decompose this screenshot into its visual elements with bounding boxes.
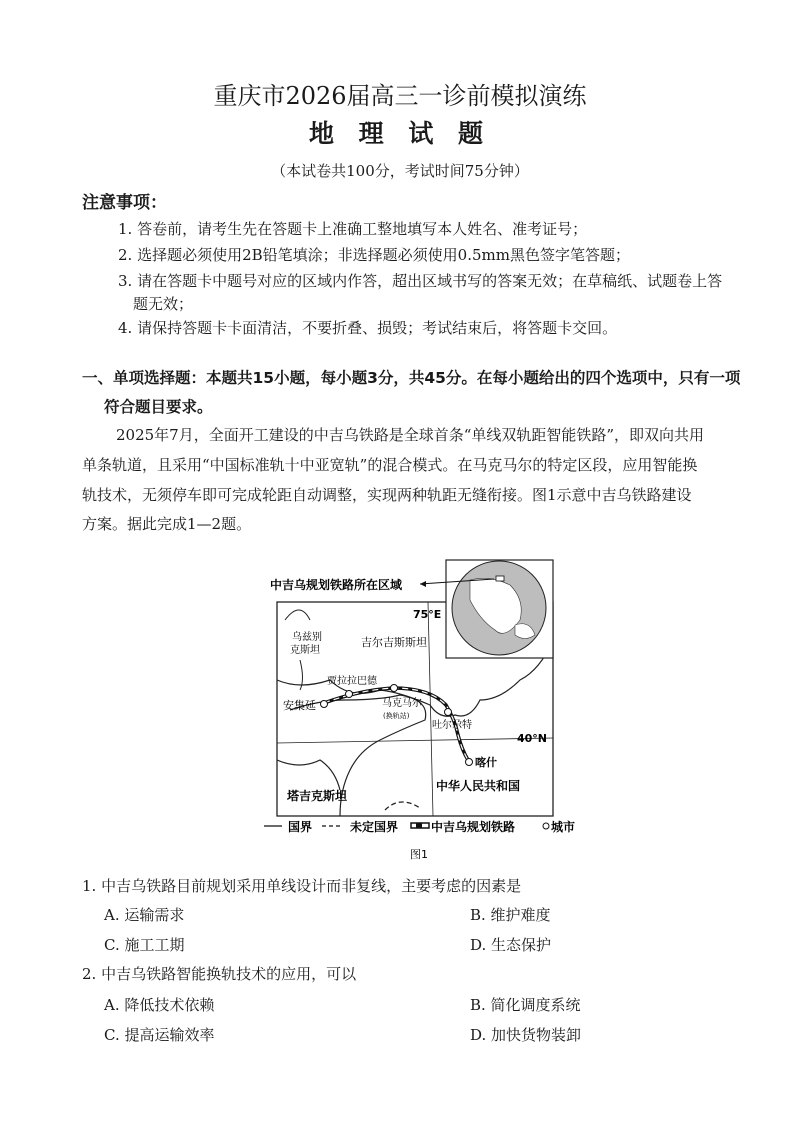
question-2-stem: 2. 中吉乌铁路智能换轨技术的应用，可以 — [82, 965, 357, 983]
section-heading: 一、单项选择题：本题共15小题，每小题3分，共45分。在每小题给出的四个选项中，只有一项 — [82, 369, 741, 387]
label-kyrgyzstan: 吉尔吉斯斯坦 — [361, 636, 427, 649]
notice-item: 2. 选择题必须使用2B铅笔填涂；非选择题必须使用0.5mm黑色签字笔答题； — [118, 246, 630, 264]
label-torugart: 吐尔尕特 — [432, 720, 472, 731]
exam-info: （本试卷共100分，考试时间75分钟） — [271, 162, 529, 180]
legend-border: 国界 — [288, 820, 313, 834]
q2-option-a[interactable]: A. 降低技术依赖 — [104, 996, 215, 1014]
label-tajikistan: 塔吉克斯坦 — [287, 789, 348, 803]
notice-item: 4. 请保持答题卡卡面清洁，不要折叠、损毁；考试结束后，将答题卡交回。 — [118, 319, 618, 337]
q1-option-c[interactable]: C. 施工工期 — [104, 936, 185, 954]
label-andijan: 安集延 — [283, 699, 316, 712]
city-jalalabad — [346, 691, 353, 698]
label-makmal: 马克马尔 — [382, 698, 422, 709]
label-75e: 75°E — [413, 608, 442, 621]
subject-title: 地 理 试 题 — [308, 119, 492, 148]
q1-option-a[interactable]: A. 运输需求 — [104, 906, 185, 924]
passage-line: 轨技术，无须停车即可完成轮距自动调整，实现两种轨距无缝衔接。图1示意中吉乌铁路建设 — [82, 486, 692, 504]
label-uzbekistan: 克斯坦 — [290, 645, 320, 656]
figure-caption: 图1 — [410, 848, 428, 861]
notice-item: 1. 答卷前，请考生先在答题卡上准确工整地填写本人姓名、准考证号； — [118, 220, 588, 238]
label-makmal-note: (换轨站) — [383, 712, 410, 720]
q1-option-d[interactable]: D. 生态保护 — [470, 936, 552, 954]
label-china: 中华人民共和国 — [436, 779, 521, 793]
city-andijan — [321, 701, 328, 708]
passage-line: 方案。据此完成1—2题。 — [82, 515, 252, 533]
label-uzbekistan: 乌兹别 — [292, 632, 322, 643]
city-makmal — [391, 685, 398, 692]
city-kashgar — [466, 759, 473, 766]
region-marker — [496, 576, 504, 581]
q2-option-d[interactable]: D. 加快货物装卸 — [470, 1026, 582, 1044]
passage-line: 单条轨道，且采用“中国标准轨十中亚宽轨”的混合模式。在马克马尔的特定区段，应用智能换 — [82, 456, 698, 474]
notice-heading: 注意事项： — [82, 193, 167, 213]
q2-option-c[interactable]: C. 提高运输效率 — [104, 1026, 215, 1044]
label-jalalabad: 贾拉拉巴德 — [327, 676, 377, 687]
legend-railway: 中吉乌规划铁路 — [431, 820, 516, 834]
q1-option-b[interactable]: B. 维护难度 — [470, 906, 551, 924]
label-40n: 40°N — [517, 732, 548, 745]
section-heading: 符合题目要求。 — [104, 398, 213, 416]
exam-title: 重庆市2026届高三一诊前模拟演练 — [213, 82, 587, 110]
passage-line: 2025年7月，全面开工建设的中吉乌铁路是全球首条“单线双轨距智能铁路”，即双向共用 — [116, 426, 705, 444]
question-1-stem: 1. 中吉乌铁路目前规划采用单线设计而非复线，主要考虑的因素是 — [82, 877, 522, 895]
figure-map — [260, 555, 600, 865]
legend-undetermined: 未定国界 — [350, 820, 399, 834]
label-kashgar: 喀什 — [475, 756, 497, 769]
legend-city: 城市 — [551, 820, 576, 834]
city-torugart — [445, 709, 452, 716]
q2-option-b[interactable]: B. 简化调度系统 — [470, 996, 581, 1014]
region-label: 中吉乌规划铁路所在区域 — [270, 578, 403, 592]
notice-item: 题无效； — [133, 295, 194, 313]
notice-item: 3. 请在答题卡中题号对应的区域内作答，超出区域书写的答案无效；在草稿纸、试题卷上答 — [118, 272, 723, 290]
